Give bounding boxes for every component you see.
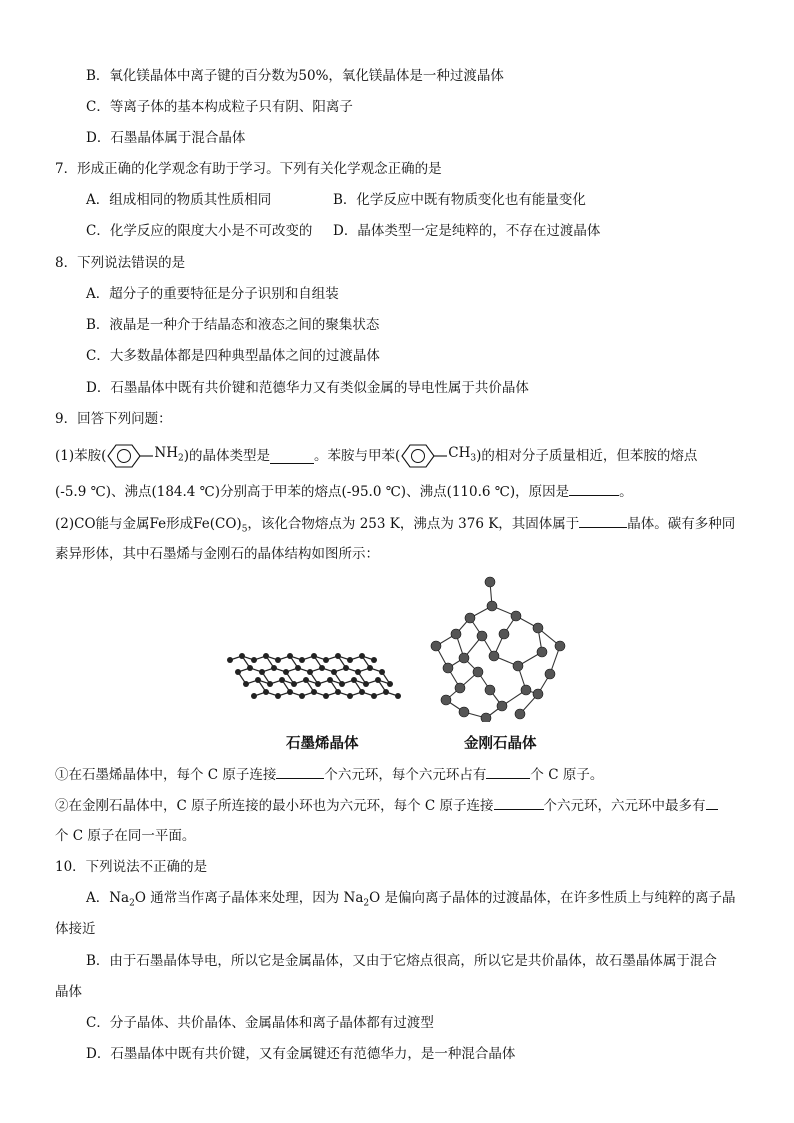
crystal-structure-figure xyxy=(220,572,580,762)
crystal-structures-image xyxy=(220,572,580,722)
answer-blank[interactable] xyxy=(579,513,627,528)
q10-option-a: A．$Na_2O$ 通常当作离子晶体来处理，因为 $Na_2O$ 是偏向离子晶体的过渡晶体，在许多性质上与纯粹的离子晶 xyxy=(86,890,736,909)
q8-option-d: D．石墨晶体中既有共价键和范德华力又有类似金属的导电性属于共价晶体 xyxy=(86,380,529,396)
answer-blank[interactable] xyxy=(270,449,314,464)
q10-option-a-line2: 体接近 xyxy=(55,921,96,937)
q7-option-d: D．晶体类型一定是纯粹的，不存在过渡晶体 xyxy=(333,223,601,239)
q9-sub2-line2: 个 C 原子在同一平面。 xyxy=(55,828,196,844)
answer-blank[interactable] xyxy=(276,764,324,779)
q10-option-d: D．石墨晶体中既有共价键，又有金属键还有范德华力，是一种混合晶体 xyxy=(86,1046,516,1062)
q9-p1-d: )的相对分子质量相近，但苯胺的熔点 xyxy=(476,448,698,464)
answer-blank[interactable] xyxy=(706,795,718,810)
q6-option-d: D．石墨晶体属于混合晶体 xyxy=(86,130,246,146)
q8-option-c: C．大多数晶体都是四种典型晶体之间的过渡晶体 xyxy=(86,348,380,364)
methyl-group: $CH_3$ xyxy=(448,445,477,464)
q8-stem: 8．下列说法错误的是 xyxy=(55,255,186,271)
q9-p1-a: (1)苯胺( xyxy=(55,448,107,464)
q9-sub2-line1: ②在金刚石晶体中，C 原子所连接的最小环也为六元环，每个 C 原子连接 个六元环，六元环中最多有 xyxy=(55,795,718,816)
q9-sub1: ①在石墨烯晶体中，每个 C 原子连接 个六元环，每个六元环占有 个 C 原子。 xyxy=(55,764,603,785)
q9-stem: 9．回答下列问题： xyxy=(55,411,172,427)
q7-stem: 7．形成正确的化学观念有助于学习。下列有关化学观念正确的是 xyxy=(55,161,442,177)
q9-part1-line1 xyxy=(55,443,697,469)
q8-option-b: B．液晶是一种介于结晶态和液态之间的聚集状态 xyxy=(86,317,380,333)
q9-part1-line2: (-5.9 ℃)、沸点(184.4 ℃)分别高于甲苯的熔点(-95.0 ℃)、沸点(110.6 ℃)，原因是 。 xyxy=(55,481,633,502)
answer-blank[interactable] xyxy=(494,795,544,810)
q7-option-c: C．化学反应的限度大小是不可改变的 xyxy=(86,223,313,239)
q7-option-b: B．化学反应中既有物质变化也有能量变化 xyxy=(333,192,586,208)
q9-part2-line2: 素异形体，其中石墨烯与金刚石的晶体结构如图所示： xyxy=(55,546,379,562)
q6-option-c: C．等离子体的基本构成粒子只有阴、阳离子 xyxy=(86,99,353,115)
graphene-atoms xyxy=(227,653,401,699)
amino-group: $NH_2$ xyxy=(154,445,184,464)
q9-p1-c: 。苯胺与甲苯( xyxy=(314,448,401,464)
q10-option-b: B．由于石墨晶体导电，所以它是金属晶体，又由于它熔点很高，所以它是共价晶体，故石墨晶体属于混合 xyxy=(86,953,717,969)
q8-option-a: A．超分子的重要特征是分子识别和自组装 xyxy=(86,286,339,302)
answer-blank[interactable] xyxy=(569,481,619,496)
q10-option-c: C．分子晶体、共价晶体、金属晶体和离子晶体都有过渡型 xyxy=(86,1015,434,1031)
q9-p1-b: )的晶体类型是 xyxy=(183,448,270,464)
graphene-caption: 石墨烯晶体 xyxy=(286,736,359,752)
q6-option-b: B．氧化镁晶体中离子键的百分数为50%，氧化镁晶体是一种过渡晶体 xyxy=(86,68,504,84)
q10-stem: 10．下列说法不正确的是 xyxy=(55,859,208,875)
q10-option-b-line2: 晶体 xyxy=(55,984,82,1000)
q7-option-a: A．组成相同的物质其性质相同 xyxy=(86,192,272,208)
benzene-ring-icon xyxy=(106,443,154,469)
q9-part2-line1: (2)CO能与金属Fe形成$Fe(CO)_5$，该化合物熔点为 253 K，沸点为 376 K，其固体属于 晶体。碳有多种同 xyxy=(55,513,735,540)
answer-blank[interactable] xyxy=(486,764,530,779)
benzene-ring-icon xyxy=(400,443,448,469)
diamond-caption: 金刚石晶体 xyxy=(464,736,537,752)
